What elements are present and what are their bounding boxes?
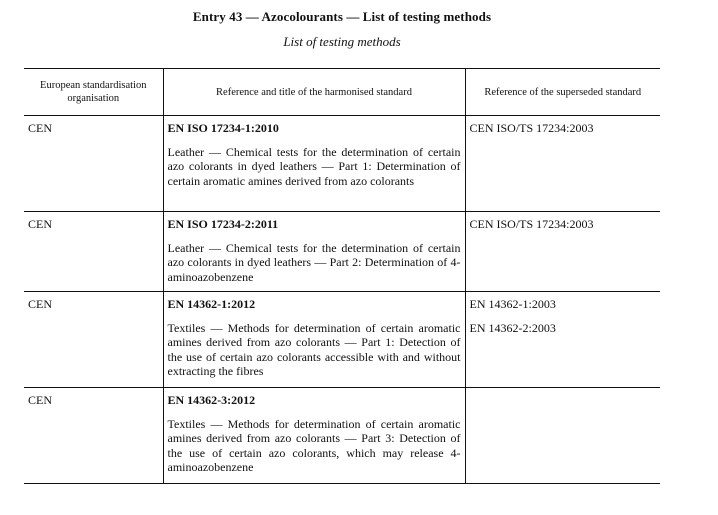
column-header-superseded-standard: Reference of the superseded standard: [465, 69, 660, 116]
standard-reference: EN 14362-1:2012: [167, 297, 256, 311]
harmonised-standard-cell: [163, 212, 465, 292]
standard-title: Leather — Chemical tests for the determination of certain azo colorants in dyed leathers — Part 1: Determination of certain aromatic amines derived from azo colorants: [167, 144, 461, 188]
superseded-reference: EN 14362-2:2003: [469, 320, 556, 335]
testing-methods-table: [24, 68, 660, 484]
standard-title: Textiles — Methods for determination of certain aromatic amines derived from azo colorants — Part 3: Detection of the use of certain azo colorants, which may release 4-aminoazobenzene: [167, 416, 461, 474]
standard-title: Textiles — Methods for determination of certain aromatic amines derived from azo colorants — Part 1: Detection of the use of certain azo colorants accessible with and without extracting the fibres: [167, 320, 461, 378]
standard-reference: EN ISO 17234-2:2011: [167, 217, 279, 231]
superseded-standard-cell: [465, 212, 660, 292]
organisation-cell: CEN: [24, 388, 163, 484]
superseded-reference: CEN ISO/TS 17234:2003: [469, 217, 594, 231]
superseded-standard-cell: [465, 388, 660, 484]
superseded-standard-cell: [465, 116, 660, 212]
table-row: [24, 388, 660, 484]
organisation-cell: CEN: [24, 292, 163, 388]
standard-reference: EN 14362-3:2012: [167, 393, 256, 407]
standard-title: Leather — Chemical tests for the determination of certain azo colorants in dyed leathers — Part 2: Determination of 4-aminoazobenzene: [167, 240, 461, 284]
page-title: Entry 43 — Azocolourants — List of testing methods: [192, 9, 492, 24]
table-row: [24, 116, 660, 212]
superseded-reference: EN 14362-1:2003: [469, 297, 556, 311]
organisation-cell: CEN: [24, 212, 163, 292]
superseded-standard-cell: [465, 292, 660, 388]
harmonised-standard-cell: [163, 388, 465, 484]
superseded-reference: CEN ISO/TS 17234:2003: [469, 121, 594, 135]
table-header-row: [24, 69, 660, 116]
table-row: [24, 292, 660, 388]
harmonised-standard-cell: [163, 116, 465, 212]
column-header-organisation: European standardisation organisation: [24, 69, 163, 116]
standard-reference: EN ISO 17234-1:2010: [167, 121, 279, 135]
harmonised-standard-cell: [163, 292, 465, 388]
column-header-harmonised-standard: Reference and title of the harmonised standard: [163, 69, 465, 116]
organisation-cell: CEN: [24, 116, 163, 212]
table-row: [24, 212, 660, 292]
page-subtitle: List of testing methods: [283, 34, 401, 49]
